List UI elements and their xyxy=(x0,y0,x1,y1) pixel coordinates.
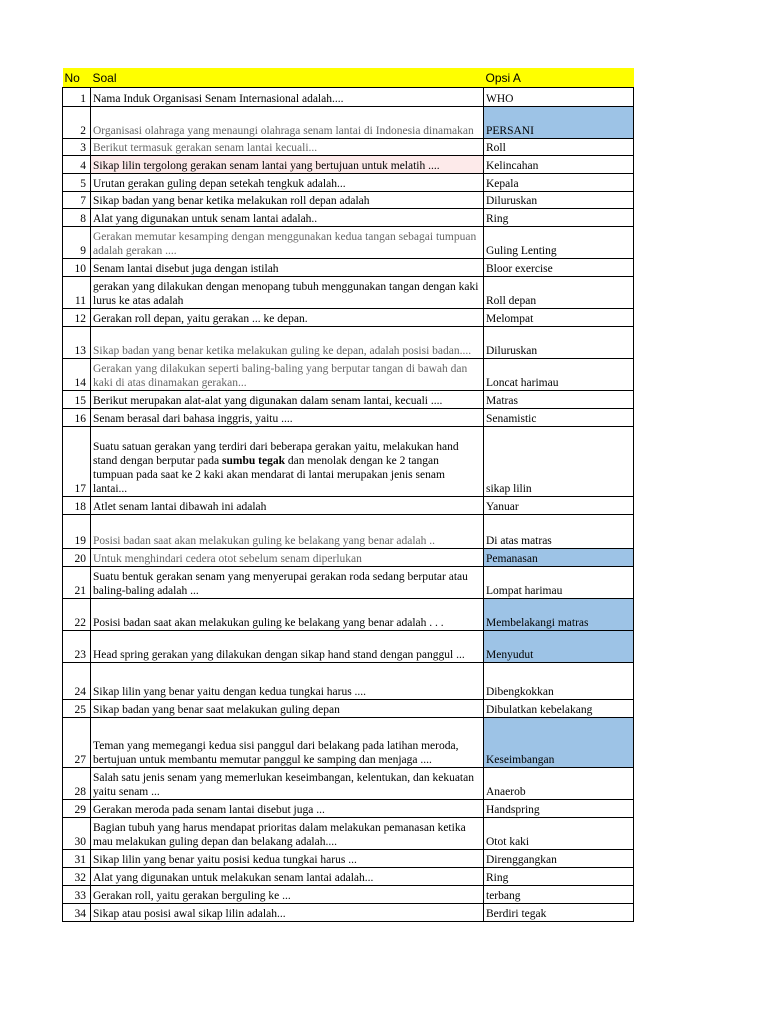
cell-soal[interactable] xyxy=(91,427,484,497)
cell-opsi-a[interactable]: Menyudut xyxy=(484,631,634,663)
table-row xyxy=(63,850,634,868)
cell-no[interactable]: 27 xyxy=(63,718,91,768)
cell-no[interactable]: 14 xyxy=(63,359,91,391)
cell-opsi-a[interactable]: Otot kaki xyxy=(484,818,634,850)
cell-no[interactable]: 32 xyxy=(63,868,91,886)
table-row xyxy=(63,277,634,309)
cell-opsi-a[interactable]: Anaerob xyxy=(484,768,634,800)
cell-no[interactable]: 29 xyxy=(63,800,91,818)
cell-soal[interactable]: Gerakan memutar kesamping dengan menggunakan kedua tangan sebagai tumpuan adalah gerakan .... xyxy=(91,227,484,259)
cell-no[interactable]: 15 xyxy=(63,391,91,409)
table-row xyxy=(63,768,634,800)
table-row xyxy=(63,700,634,718)
table-row xyxy=(63,497,634,515)
cell-soal[interactable]: Sikap lilin yang benar yaitu posisi kedua tungkai harus ... xyxy=(91,850,484,868)
cell-soal[interactable]: Gerakan roll, yaitu gerakan berguling ke ... xyxy=(91,886,484,904)
cell-opsi-a[interactable]: Dibulatkan kebelakang xyxy=(484,700,634,718)
cell-soal[interactable]: Untuk menghindari cedera otot sebelum senam diperlukan xyxy=(91,549,484,567)
soal-text: dan menolak dengan ke 2 tangan tumpuan pada saat ke 2 kaki akan mendarat di lantai merupakan jenis senam lantai... xyxy=(93,455,445,495)
cell-opsi-a[interactable]: WHO xyxy=(484,88,634,107)
cell-no[interactable]: 28 xyxy=(63,768,91,800)
cell-no[interactable]: 16 xyxy=(63,409,91,427)
cell-opsi-a[interactable]: Loncat harimau xyxy=(484,359,634,391)
cell-no[interactable]: 12 xyxy=(63,309,91,327)
cell-no[interactable]: 21 xyxy=(63,567,91,599)
cell-opsi-a[interactable]: Pemanasan xyxy=(484,549,634,567)
cell-soal[interactable]: Sikap badan yang benar ketika melakukan roll depan adalah xyxy=(91,192,484,209)
table-row xyxy=(63,567,634,599)
cell-no[interactable]: 20 xyxy=(63,549,91,567)
question-table xyxy=(62,68,634,922)
cell-no[interactable]: 5 xyxy=(63,174,91,192)
cell-opsi-a[interactable]: Bloor exercise xyxy=(484,259,634,277)
cell-soal[interactable]: Sikap lilin yang benar yaitu dengan kedua tungkai harus .... xyxy=(91,663,484,700)
cell-no[interactable]: 34 xyxy=(63,904,91,922)
table-row xyxy=(63,391,634,409)
cell-soal[interactable]: Alat yang digunakan untuk melakukan senam lantai adalah... xyxy=(91,868,484,886)
table-row xyxy=(63,107,634,139)
table-row xyxy=(63,818,634,850)
cell-soal[interactable]: Gerakan meroda pada senam lantai disebut juga ... xyxy=(91,800,484,818)
table-row xyxy=(63,718,634,768)
table-row xyxy=(63,549,634,567)
cell-soal[interactable]: Posisi badan saat akan melakukan guling ke belakang yang benar adalah .. xyxy=(91,515,484,549)
cell-opsi-a[interactable]: Handspring xyxy=(484,800,634,818)
cell-opsi-a[interactable]: Guling Lenting xyxy=(484,227,634,259)
cell-opsi-a[interactable]: Ring xyxy=(484,209,634,227)
cell-opsi-a[interactable]: Berdiri tegak xyxy=(484,904,634,922)
header-soal[interactable]: Soal xyxy=(91,68,484,88)
cell-no[interactable]: 31 xyxy=(63,850,91,868)
table-row xyxy=(63,868,634,886)
cell-soal[interactable]: Nama Induk Organisasi Senam Internasional adalah.... xyxy=(91,88,484,107)
table-row xyxy=(63,904,634,922)
table-row xyxy=(63,227,634,259)
cell-opsi-a[interactable]: Diluruskan xyxy=(484,327,634,359)
cell-opsi-a[interactable]: Yanuar xyxy=(484,497,634,515)
cell-soal[interactable]: Alat yang digunakan untuk senam lantai adalah.. xyxy=(91,209,484,227)
cell-soal[interactable]: Organisasi olahraga yang menaungi olahraga senam lantai di Indonesia dinamakan xyxy=(91,107,484,139)
cell-opsi-a[interactable]: Di atas matras xyxy=(484,515,634,549)
table-row xyxy=(63,427,634,497)
table-row xyxy=(63,631,634,663)
table-row xyxy=(63,192,634,209)
table-row xyxy=(63,515,634,549)
cell-no[interactable]: 22 xyxy=(63,599,91,631)
cell-opsi-a[interactable]: Diluruskan xyxy=(484,192,634,209)
table-row xyxy=(63,800,634,818)
cell-opsi-a[interactable]: PERSANI xyxy=(484,107,634,139)
cell-no[interactable]: 19 xyxy=(63,515,91,549)
table-row xyxy=(63,886,634,904)
cell-opsi-a[interactable]: Kepala xyxy=(484,174,634,192)
cell-soal[interactable]: Sikap badan yang benar saat melakukan guling depan xyxy=(91,700,484,718)
cell-opsi-a[interactable]: terbang xyxy=(484,886,634,904)
cell-soal[interactable]: gerakan yang dilakukan dengan menopang tubuh menggunakan tangan dengan kaki lurus ke atas adalah xyxy=(91,277,484,309)
table-row xyxy=(63,409,634,427)
cell-opsi-a[interactable]: Kelincahan xyxy=(484,156,634,174)
cell-no[interactable]: 1 xyxy=(63,88,91,107)
cell-soal[interactable]: Suatu bentuk gerakan senam yang menyerupai gerakan roda sedang berputar atau baling-baling adalah ... xyxy=(91,567,484,599)
cell-opsi-a[interactable]: Roll depan xyxy=(484,277,634,309)
table-row xyxy=(63,663,634,700)
table-row xyxy=(63,599,634,631)
cell-opsi-a[interactable]: Dibengkokkan xyxy=(484,663,634,700)
cell-no[interactable]: 25 xyxy=(63,700,91,718)
cell-soal[interactable]: Posisi badan saat akan melakukan guling ke belakang yang benar adalah . . . xyxy=(91,599,484,631)
cell-no[interactable]: 8 xyxy=(63,209,91,227)
cell-opsi-a[interactable]: Keseimbangan xyxy=(484,718,634,768)
cell-no[interactable]: 4 xyxy=(63,156,91,174)
cell-no[interactable]: 2 xyxy=(63,107,91,139)
table-row xyxy=(63,327,634,359)
cell-opsi-a[interactable]: Melompat xyxy=(484,309,634,327)
cell-no[interactable]: 33 xyxy=(63,886,91,904)
cell-soal[interactable]: Berikut termasuk gerakan senam lantai kecuali... xyxy=(91,139,484,156)
cell-soal[interactable]: Sikap badan yang benar ketika melakukan guling ke depan, adalah posisi badan.... xyxy=(91,327,484,359)
header-no[interactable]: No xyxy=(63,68,91,88)
cell-soal[interactable]: Sikap atau posisi awal sikap lilin adalah... xyxy=(91,904,484,922)
cell-soal[interactable]: Bagian tubuh yang harus mendapat prioritas dalam melakukan pemanasan ketika mau melakukan guling depan dan belakang adalah.... xyxy=(91,818,484,850)
table-row xyxy=(63,139,634,156)
soal-text: Suatu satuan gerakan yang terdiri dari beberapa gerakan yaitu, melakukan hand stand dengan berputar pada xyxy=(93,441,459,467)
header-row xyxy=(63,68,634,88)
cell-soal[interactable]: Head spring gerakan yang dilakukan dengan sikap hand stand dengan panggul ... xyxy=(91,631,484,663)
cell-no[interactable]: 24 xyxy=(63,663,91,700)
cell-no[interactable]: 10 xyxy=(63,259,91,277)
cell-opsi-a[interactable]: Roll xyxy=(484,139,634,156)
cell-no[interactable]: 11 xyxy=(63,277,91,309)
cell-soal[interactable]: Berikut merupakan alat-alat yang digunakan dalam senam lantai, kecuali .... xyxy=(91,391,484,409)
cell-opsi-a[interactable]: Matras xyxy=(484,391,634,409)
table-row xyxy=(63,259,634,277)
soal-bold-text: sumbu tegak xyxy=(222,455,285,467)
cell-no[interactable]: 23 xyxy=(63,631,91,663)
cell-no[interactable]: 7 xyxy=(63,192,91,209)
cell-no[interactable]: 13 xyxy=(63,327,91,359)
cell-soal[interactable]: Atlet senam lantai dibawah ini adalah xyxy=(91,497,484,515)
cell-opsi-a[interactable]: Senamistic xyxy=(484,409,634,427)
cell-opsi-a[interactable]: Membelakangi matras xyxy=(484,599,634,631)
cell-soal[interactable]: Senam berasal dari bahasa inggris, yaitu .... xyxy=(91,409,484,427)
cell-soal[interactable]: Urutan gerakan guling depan setekah tengkuk adalah... xyxy=(91,174,484,192)
cell-soal[interactable]: Teman yang memegangi kedua sisi panggul dari belakang pada latihan meroda, bertujuan untuk membantu memutar panggul ke samping dan menjaga .... xyxy=(91,718,484,768)
table-row xyxy=(63,156,634,174)
cell-opsi-a[interactable]: Ring xyxy=(484,868,634,886)
cell-opsi-a[interactable]: Direnggangkan xyxy=(484,850,634,868)
cell-soal[interactable]: Senam lantai disebut juga dengan istilah xyxy=(91,259,484,277)
cell-soal[interactable]: Gerakan yang dilakukan seperti baling-baling yang berputar tangan di bawah dan kaki di atas dinamakan gerakan... xyxy=(91,359,484,391)
cell-no[interactable]: 18 xyxy=(63,497,91,515)
table-row xyxy=(63,88,634,107)
cell-no[interactable]: 9 xyxy=(63,227,91,259)
table-row xyxy=(63,359,634,391)
table-row xyxy=(63,209,634,227)
header-opsi-a[interactable]: Opsi A xyxy=(484,68,634,88)
cell-no[interactable]: 3 xyxy=(63,139,91,156)
cell-opsi-a[interactable]: sikap lilin xyxy=(484,427,634,497)
cell-soal[interactable]: Gerakan roll depan, yaitu gerakan ... ke depan. xyxy=(91,309,484,327)
cell-soal[interactable]: Salah satu jenis senam yang memerlukan keseimbangan, kelentukan, dan kekuatan yaitu senam ... xyxy=(91,768,484,800)
cell-no[interactable]: 17 xyxy=(63,427,91,497)
table-row xyxy=(63,309,634,327)
cell-soal[interactable]: Sikap lilin tergolong gerakan senam lantai yang bertujuan untuk melatih .... xyxy=(91,156,484,174)
table-row xyxy=(63,174,634,192)
cell-no[interactable]: 30 xyxy=(63,818,91,850)
cell-opsi-a[interactable]: Lompat harimau xyxy=(484,567,634,599)
